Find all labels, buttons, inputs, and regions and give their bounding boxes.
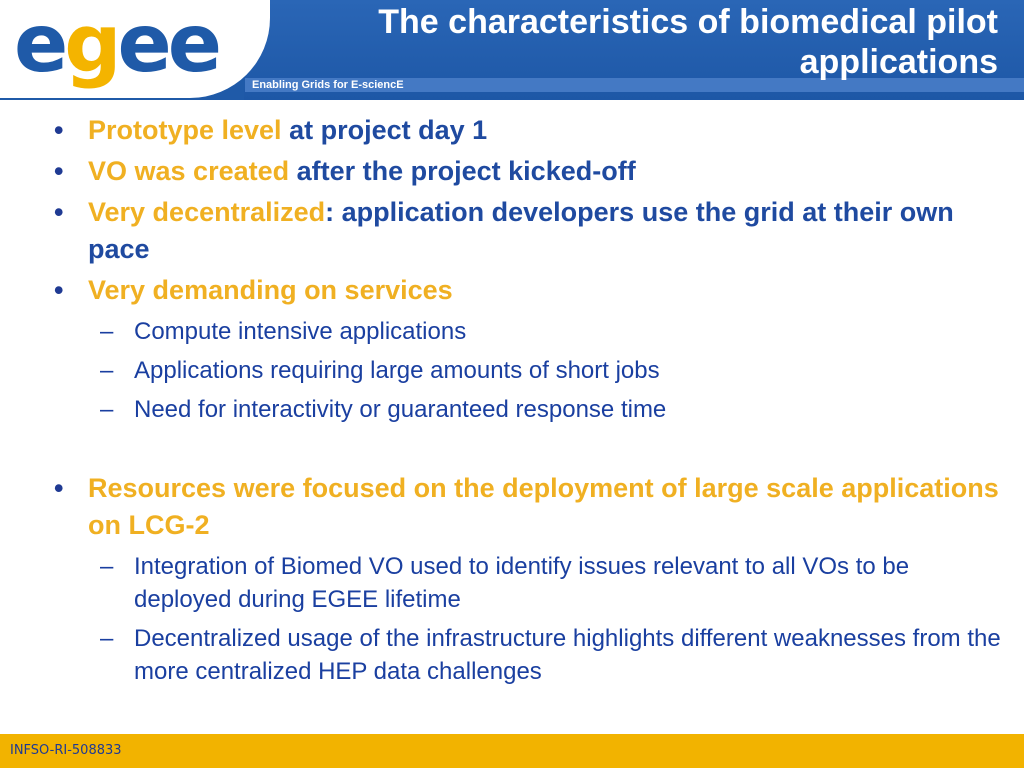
sub-bullet-text: Compute intensive applications — [134, 318, 467, 345]
bullet-demanding — [52, 272, 1002, 309]
bullet-dot-icon: • — [54, 197, 64, 227]
dash-icon: – — [100, 396, 114, 423]
bullet-highlight: VO was created — [88, 156, 290, 186]
footer-text: INFSO-RI-508833 — [10, 743, 122, 758]
spacer — [52, 426, 1002, 470]
sub-bullet — [52, 622, 1002, 688]
slide-title-line1: The characteristics of biomedical pilot — [378, 3, 998, 41]
sub-bullet — [52, 315, 1002, 348]
bullet-highlight: Resources were focused on the deployment of large scale applications on LCG-2 — [88, 473, 999, 540]
bullet-vo-created — [52, 153, 1002, 190]
bullet-dot-icon: • — [54, 156, 64, 186]
dash-icon: – — [100, 357, 114, 384]
bullet-decentralized — [52, 194, 1002, 268]
bullet-highlight: Very demanding on services — [88, 275, 453, 305]
bullet-dot-icon: • — [54, 473, 64, 503]
dash-icon: – — [100, 318, 114, 345]
header-bar — [0, 0, 1024, 100]
slide-title-line2: applications — [799, 43, 998, 81]
sub-bullet-text: Decentralized usage of the infrastructure highlights different weaknesses from the more centralized HEP data challenges — [134, 625, 1001, 685]
slide-title — [278, 2, 998, 82]
dash-icon: – — [100, 553, 114, 580]
bullet-text: at project day 1 — [281, 115, 488, 145]
bullet-highlight: Very decentralized — [88, 197, 326, 227]
bullet-text: after the project kicked-off — [289, 156, 636, 186]
sub-bullet — [52, 393, 1002, 426]
bullet-dot-icon: • — [54, 115, 64, 145]
tagline: Enabling Grids for E-sciencE — [252, 79, 404, 91]
egee-logo: egee — [14, 0, 219, 90]
sub-bullet-text: Need for interactivity or guaranteed response time — [134, 396, 667, 423]
bullet-text: : application developers use the grid at their own pace — [88, 197, 954, 264]
bullet-dot-icon: • — [54, 275, 64, 305]
bullet-resources — [52, 470, 1002, 544]
bullet-prototype — [52, 112, 1002, 149]
sub-bullet-text: Integration of Biomed VO used to identify issues relevant to all VOs to be deployed during EGEE lifetime — [134, 553, 910, 613]
bullet-highlight: Prototype level — [88, 115, 282, 145]
dash-icon: – — [100, 625, 114, 652]
sub-bullet — [52, 354, 1002, 387]
slide-body — [52, 112, 1002, 688]
footer-bar — [0, 734, 1024, 768]
sub-bullet-text: Applications requiring large amounts of short jobs — [134, 357, 660, 384]
sub-bullet — [52, 550, 1002, 616]
